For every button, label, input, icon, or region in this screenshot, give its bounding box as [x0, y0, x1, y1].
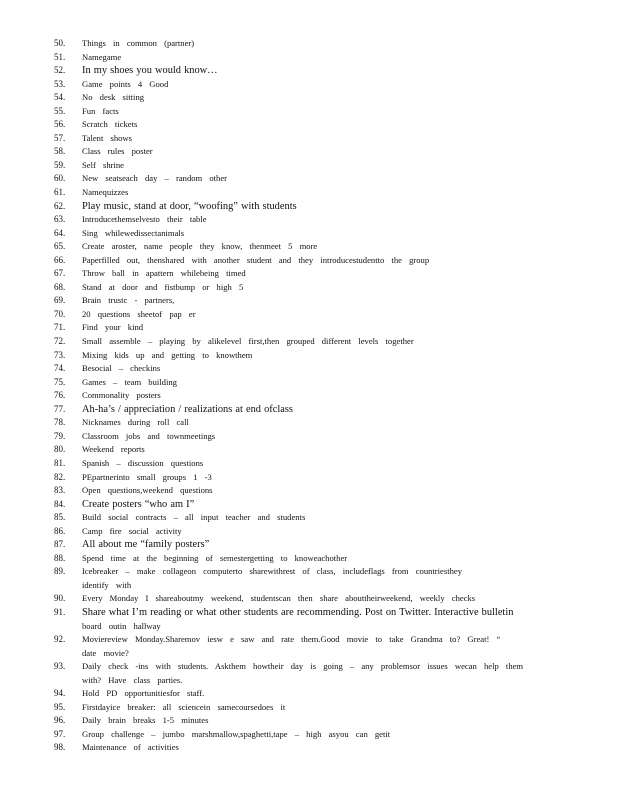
list-item [54, 592, 594, 606]
item-text: Ah-ha’s / appreciation / realizations at end ofclass [82, 403, 293, 415]
item-number: 93. [54, 661, 66, 672]
list-item [54, 606, 594, 633]
list-item [54, 308, 594, 322]
item-number: 91. [54, 606, 66, 617]
list-item [54, 552, 594, 566]
item-text: Small assemble – playing by alikelevel first,then grouped different levels together [82, 336, 414, 347]
list-item [54, 64, 594, 78]
item-text: Open questions,weekend questions [82, 485, 213, 496]
list-item [54, 701, 594, 715]
list-item [54, 200, 594, 214]
item-number: 80. [54, 444, 66, 455]
list-item [54, 430, 594, 444]
item-text: Game points 4 Good [82, 78, 169, 89]
item-number: 64. [54, 227, 66, 238]
list-item [54, 498, 594, 512]
list-item [54, 443, 594, 457]
item-number: 78. [54, 417, 66, 428]
item-text: Spend time at the beginning of semestergetting to knoweachother [82, 552, 348, 563]
item-number: 74. [54, 363, 66, 374]
item-text: Introducethemselvesto their table [82, 214, 207, 225]
item-number: 73. [54, 349, 66, 360]
item-number: 61. [54, 187, 66, 198]
list-item [54, 484, 594, 498]
list-item [54, 728, 594, 742]
item-number: 83. [54, 485, 66, 496]
list-item [54, 687, 594, 701]
list-item [54, 471, 594, 485]
item-number: 98. [54, 742, 66, 753]
list-item [54, 349, 594, 363]
item-text: Weekend reports [82, 444, 145, 455]
item-number: 81. [54, 457, 66, 468]
item-number: 89. [54, 566, 66, 577]
list-item [54, 362, 594, 376]
item-number: 94. [54, 688, 66, 699]
list-item [54, 376, 594, 390]
item-text: Play music, stand at door, “woofing” with students [82, 200, 297, 212]
item-number: 85. [54, 512, 66, 523]
item-number: 52. [54, 65, 66, 76]
item-text: Fun facts [82, 105, 119, 116]
item-number: 79. [54, 430, 66, 441]
item-text: Nicknames during roll call [82, 417, 189, 428]
list-item [54, 118, 594, 132]
list-item [54, 254, 594, 268]
item-text-continuation: identify with [82, 579, 132, 590]
item-number: 95. [54, 701, 66, 712]
item-number: 88. [54, 552, 66, 563]
item-text: Camp fire social activity [82, 525, 182, 536]
item-number: 57. [54, 132, 66, 143]
item-number: 58. [54, 146, 66, 157]
item-number: 56. [54, 119, 66, 130]
item-number: 69. [54, 295, 66, 306]
item-number: 62. [54, 200, 66, 211]
item-text: Besocial – checkins [82, 363, 161, 374]
item-number: 90. [54, 593, 66, 604]
list-item [54, 281, 594, 295]
list-item [54, 389, 594, 403]
list-item [54, 159, 594, 173]
list-item [54, 267, 594, 281]
item-number: 82. [54, 471, 66, 482]
list-item [54, 741, 594, 755]
list-item [54, 403, 594, 417]
list-item [54, 186, 594, 200]
item-text: Paperfilled out, thenshared with another student and they introducestudentto the group [82, 254, 430, 265]
item-number: 86. [54, 525, 66, 536]
list-item [54, 51, 594, 65]
item-text: Self shrine [82, 159, 124, 170]
item-text: Scratch tickets [82, 119, 138, 130]
item-number: 76. [54, 390, 66, 401]
item-text: Firstdayice breaker: all sciencein samecoursedoes it [82, 701, 286, 712]
item-text: Brain trustc - partners, [82, 295, 175, 306]
item-text: Stand at door and fistbump or high 5 [82, 281, 244, 292]
list-item [54, 416, 594, 430]
item-text: Namegame [82, 51, 122, 62]
item-number: 51. [54, 51, 66, 62]
list-item [54, 565, 594, 592]
item-text: In my shoes you would know… [82, 65, 218, 77]
list-item [54, 145, 594, 159]
item-number: 87. [54, 539, 66, 550]
item-text: Icebreaker – make collageon computerto sharewithrest of class, includeflags from countriesthey [82, 566, 463, 577]
item-text: Create aroster, name people they know, thenmeet 5 more [82, 241, 318, 252]
list-item [54, 660, 594, 687]
item-text: Every Monday I shareaboutmy weekend, studentscan then share abouttheirweekend, weekly checks [82, 593, 476, 604]
item-text: Classroom jobs and townmeetings [82, 430, 216, 441]
item-text: Mixing kids up and getting to knowthem [82, 349, 253, 360]
item-number: 84. [54, 498, 66, 509]
list-item [54, 335, 594, 349]
item-number: 70. [54, 308, 66, 319]
item-number: 54. [54, 92, 66, 103]
item-text: Build social contracts – all input teacher and students [82, 512, 306, 523]
item-text: Commonality posters [82, 390, 161, 401]
item-number: 55. [54, 105, 66, 116]
item-text-continuation: date movie? [82, 647, 129, 658]
item-number: 71. [54, 322, 66, 333]
list-item [54, 227, 594, 241]
item-number: 59. [54, 159, 66, 170]
item-number: 92. [54, 634, 66, 645]
list-item [54, 511, 594, 525]
item-text-continuation: with? Have class parties. [82, 674, 183, 685]
item-number: 66. [54, 254, 66, 265]
list-item [54, 633, 594, 660]
item-text: Talent shows [82, 132, 132, 143]
list-item [54, 105, 594, 119]
item-number: 50. [54, 38, 66, 48]
item-text: Maintenance of activities [82, 742, 179, 753]
item-text: No desk sitting [82, 92, 145, 103]
list-item [54, 321, 594, 335]
item-number: 65. [54, 241, 66, 252]
item-number: 63. [54, 214, 66, 225]
item-number: 60. [54, 173, 66, 184]
item-text: Things in common (partner) [82, 38, 195, 48]
item-text: New seatseach day – random other [82, 173, 228, 184]
item-text: Sing whilewedissectanimals [82, 227, 185, 238]
item-text: Moviereview Monday.Sharemov iesw e saw and rate them.Good movie to take Grandma to? Great! “ [82, 634, 501, 645]
item-text: Games – team building [82, 376, 177, 387]
item-number: 75. [54, 376, 66, 387]
list-item [54, 78, 594, 92]
item-number: 67. [54, 268, 66, 279]
item-number: 53. [54, 78, 66, 89]
list-item [54, 714, 594, 728]
item-number: 97. [54, 728, 66, 739]
item-text: PEpartnerinto small groups 1 -3 [82, 471, 212, 482]
item-number: 68. [54, 281, 66, 292]
item-text: Find your kind [82, 322, 144, 333]
list-item [54, 525, 594, 539]
list-item [54, 213, 594, 227]
list-item [54, 457, 594, 471]
item-text: Throw ball in apattern whilebeing timed [82, 268, 246, 279]
list-item [54, 538, 594, 552]
list-item [54, 294, 594, 308]
item-text: 20 questions sheetof pap er [82, 308, 196, 319]
list-item [54, 132, 594, 146]
list-item [54, 37, 594, 51]
item-text: All about me “family posters” [82, 539, 210, 551]
item-text: Daily brain breaks 1-5 minutes [82, 715, 209, 726]
item-text: Spanish – discussion questions [82, 457, 204, 468]
item-text-continuation: board outin hallway [82, 620, 161, 631]
list-item [54, 91, 594, 105]
numbered-list [54, 37, 594, 755]
item-number: 96. [54, 715, 66, 726]
item-text: Daily check -ins with students. Askthem howtheir day is going – any problemsor issues wecan help them [82, 661, 524, 672]
item-text: Share what I’m reading or what other students are recommending. Post on Twitter. Interactive bulletin [82, 606, 514, 618]
list-item [54, 240, 594, 254]
item-text: Create posters “who am I” [82, 498, 195, 510]
item-text: Class rules poster [82, 146, 153, 157]
item-text: Group challenge – jumbo marshmallow,spaghetti,tape – high asyou can getit [82, 728, 391, 739]
item-text: Namequizzes [82, 187, 129, 198]
item-number: 72. [54, 336, 66, 347]
item-text: Hold PD opportunitiesfor staff. [82, 688, 205, 699]
list-item [54, 172, 594, 186]
item-number: 77. [54, 403, 66, 414]
